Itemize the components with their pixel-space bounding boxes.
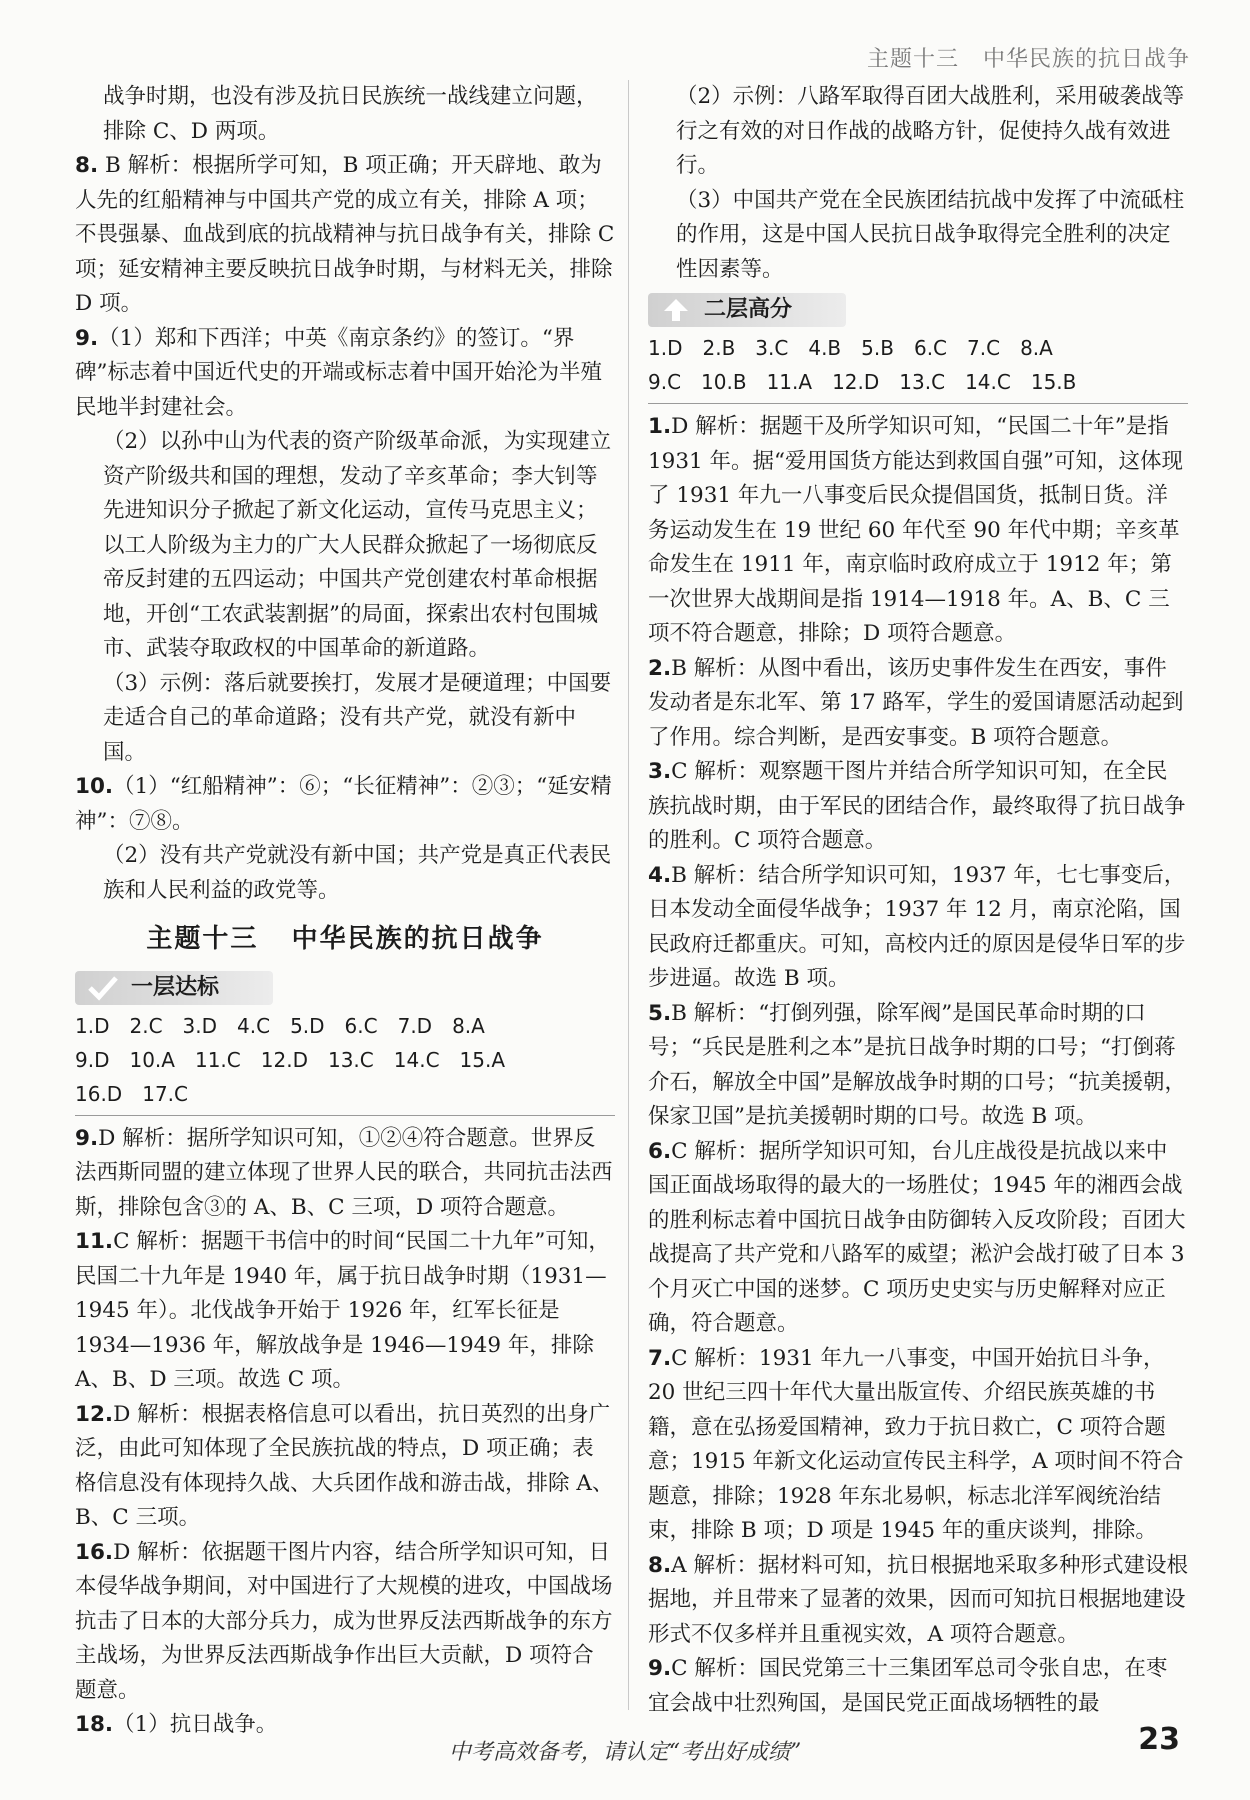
item-text: C 解析：据题干书信中的时间“民国二十九年”可知，民国二十九年是 1940 年，属于抗日战争时期（1931—1945 年）。北伐战争开始于 1926 年，红军长征是 1934—1936 年，解放战争是 1946—1949 年，排除 A、B、D 三项。故选 C 项。 xyxy=(75,1229,610,1392)
item-number: 1. xyxy=(648,414,672,439)
tier-badge-level2 xyxy=(648,293,846,327)
answer-cell: 2.C xyxy=(129,1013,163,1038)
answer-item-9-part3: （3）示例：落后就要挨打，发展才是硬道理；中国要走适合自己的革命道路；没有共产党，就没有新中国。 xyxy=(103,670,612,765)
item-text: B 解析：根据所学可知，B 项正确；开天辟地、敢为人先的红船精神与中国共产党的成立有关，排除 A 项；不畏强暴、血战到底的抗战精神与抗日战争有关，排除 C 项；延安精神主要反映抗日战争时期，与材料无关，排除 D 项。 xyxy=(75,153,615,316)
answer-row xyxy=(75,1009,615,1043)
answer-cell: 9.C xyxy=(648,370,682,394)
tier-label: 一层达标 xyxy=(131,974,220,1000)
answer-cell: 3.D xyxy=(182,1013,218,1038)
checkmark-icon xyxy=(87,975,119,1001)
answer-cell: 12.D xyxy=(260,1047,308,1072)
answer-cell: 15.B xyxy=(1030,370,1077,394)
item-text: A 解析：据材料可知，抗日根据地采取多种形式建设根据地，并且带来了显著的效果，因而可知抗日根据地建设形式不仅多样并且重视实效，A 项符合题意。 xyxy=(648,1552,1189,1647)
explanation-3 xyxy=(648,755,1188,859)
answer-item-10 xyxy=(75,770,615,839)
item-number: 3. xyxy=(648,759,672,784)
answer-cell: 17.C xyxy=(142,1081,188,1106)
item-number: 18. xyxy=(75,1712,114,1737)
item-text: （1）“红船精神”：⑥；“长征精神”：②③；“延安精神”：⑦⑧。 xyxy=(75,774,612,834)
answer-item-8 xyxy=(75,149,615,322)
answer-cell: 2.B xyxy=(702,336,736,360)
item-text: B 解析：“打倒列强，除军阀”是国民革命时期的口号；“兵民是胜利之本”是抗日战争时期的口号；“打倒蒋介石，解放全中国”是解放战争时期的口号；“抗美援朝，保家卫国”是抗美援朝时期的口号。故选 B 项。 xyxy=(648,1000,1186,1129)
item-text: （1）抗日战争。 xyxy=(113,1712,278,1737)
answer-cell: 10.B xyxy=(701,370,747,394)
answer-cell: 4.C xyxy=(237,1013,271,1038)
item-text: C 解析：观察题干图片并结合所学知识可知，在全民族抗战时期，由于军民的团结合作，最终取得了抗日战争的胜利。C 项符合题意。 xyxy=(648,759,1186,853)
answer-key-level1 xyxy=(75,1009,615,1116)
answer-cell: 7.D xyxy=(397,1013,433,1038)
answer-item-9 xyxy=(75,322,615,426)
answer-row xyxy=(75,1077,615,1111)
answer-cell: 15.A xyxy=(459,1047,506,1072)
answer-cell: 14.C xyxy=(393,1047,440,1072)
paragraph-continuation: 战争时期，也没有涉及抗日民族统一战线建立问题，排除 C、D 两项。 xyxy=(103,84,598,144)
item-text: B 解析：从图中看出，该历史事件发生在西安，事件发动者是东北军、第 17 路军，学生的爱国请愿活动起到了作用。综合判断，是西安事变。B 项符合题意。 xyxy=(648,655,1184,750)
tier-label: 二层高分 xyxy=(704,297,793,322)
answer-cell: 4.B xyxy=(808,336,842,360)
answer-cell: 9.D xyxy=(75,1047,110,1072)
item-text: D 解析：根据表格信息可以看出，抗日英烈的出身广泛，由此可知体现了全民族抗战的特点，D 项正确；表格信息没有体现持久战、大兵团作战和游击战，排除 A、B、C 三项。 xyxy=(75,1401,614,1530)
answer-item-18-part2: （2）示例：八路军取得百团大战胜利，采用破袭战等行之有效的对日作战的战略方针，促使持久战有效进行。 xyxy=(676,84,1185,178)
answer-row xyxy=(648,331,1188,365)
item-text: D 解析：据所学知识可知，①②④符合题意。世界反法西斯同盟的建立体现了世界人民的联合，共同抗击法西斯，排除包含③的 A、B、C 三项，D 项符合题意。 xyxy=(75,1125,613,1220)
item-number: 4. xyxy=(648,862,672,888)
answer-cell: 8.A xyxy=(452,1013,485,1038)
item-text: （1）郑和下西洋；中英《南京条约》的签订。“界碑”标志着中国近代史的开端或标志着中国开始沦为半殖民地半封建社会。 xyxy=(75,325,602,420)
item-number: 9. xyxy=(75,1125,99,1151)
item-number: 7. xyxy=(648,1345,672,1371)
left-column xyxy=(75,80,615,1743)
answer-cell: 3.C xyxy=(755,336,789,360)
answer-item-9-part2: （2）以孙中山为代表的资产阶级革命派，为实现建立资产阶级共和国的理想，发动了辛亥革命；李大钊等先进知识分子掀起了新文化运动，宣传马克思主义；以工人阶级为主力的广大人民群众掀起了一场彻底反帝反封建的五四运动；中国共产党创建农村革命根据地，开创“工农武装割据”的局面，探索出农村包围城市、武装夺取政权的中国革命的新道路。 xyxy=(103,429,612,661)
item-text: D 解析：据题干及所学知识可知，“民国二十年”是指 1931 年。据“爱用国货方能达到救国自强”可知，这体现了 1931 年九一八事变后民众提倡国货，抵制日货。洋务运动发生在 19 世纪 60 年代至 90 年代中期；辛亥革命发生在 1911 年，南京临时政府成立于 1912 年；第一次世界大战期间是指 1914—1918 年。A、B、C 三项不符合题意，排除；D 项符合题意。 xyxy=(648,414,1184,646)
item-number: 12. xyxy=(75,1401,114,1427)
answer-cell: 1.D xyxy=(648,336,683,360)
answer-cell: 6.C xyxy=(913,336,948,360)
explanation-4 xyxy=(648,859,1188,997)
arrow-up-icon xyxy=(660,297,692,323)
answer-cell: 11.A xyxy=(766,370,813,394)
item-number: 11. xyxy=(75,1229,114,1254)
item-number: 10. xyxy=(75,774,114,799)
item-number: 5. xyxy=(648,1000,672,1026)
answer-cell: 11.C xyxy=(194,1047,241,1072)
answer-cell: 8.A xyxy=(1020,336,1053,360)
page-number: 23 xyxy=(1138,1722,1180,1757)
running-header: 主题十三 中华民族的抗日战争 xyxy=(867,47,1190,72)
explanation-9 xyxy=(75,1122,615,1226)
answer-cell: 7.C xyxy=(967,336,1001,360)
explanation-1 xyxy=(648,410,1188,652)
item-number: 8. xyxy=(648,1552,672,1578)
item-text: C 解析：据所学知识可知，台儿庄战役是抗战以来中国正面战场取得的最大的一场胜仗；1945 年的湘西会战的胜利标志着中国抗日战争由防御转入反攻阶段；百团大战提高了共产党和八路军的威望；淞沪会战打破了日本 3 个月灭亡中国的迷梦。C 项历史史实与历史解释对应正确，符合题意。 xyxy=(648,1138,1186,1336)
answer-cell: 13.C xyxy=(899,370,946,394)
answer-key-level2 xyxy=(648,331,1188,404)
explanation-8 xyxy=(648,1549,1188,1653)
page-footer-slogan: 中考高效备考，请认定“考出好成绩” xyxy=(448,1740,802,1765)
item-number: 9. xyxy=(648,1656,672,1681)
answer-cell: 10.A xyxy=(129,1047,175,1072)
answer-cell: 1.D xyxy=(75,1013,110,1038)
explanation-16 xyxy=(75,1536,615,1709)
explanation-11 xyxy=(75,1225,615,1398)
explanation-5 xyxy=(648,997,1188,1135)
answer-cell: 5.D xyxy=(290,1013,325,1038)
answer-row xyxy=(648,365,1188,399)
explanation-7 xyxy=(648,1342,1188,1549)
answer-cell: 5.B xyxy=(861,336,894,360)
right-column xyxy=(648,80,1188,1721)
item-number: 9. xyxy=(75,325,99,351)
answer-item-10-part2: （2）没有共产党就没有新中国；共产党是真正代表民族和人民利益的政党等。 xyxy=(103,843,612,903)
answer-cell: 12.D xyxy=(832,370,880,394)
item-text: C 解析：1931 年九一八事变，中国开始抗日斗争，20 世纪三四十年代大量出版宣传、介绍民族英雄的书籍，意在弘扬爱国精神，致力于抗日救亡，C 项符合题意；1915 年新文化运动宣传民主科学，A 项时间不符合题意，排除；1928 年东北易帜，标志北洋军阀统治结束，排除 B 项；D 项是 1945 年的重庆谈判，排除。 xyxy=(648,1345,1184,1543)
explanation-6 xyxy=(648,1135,1188,1342)
column-divider xyxy=(628,80,629,1710)
item-number: 2. xyxy=(648,655,672,681)
item-number: 8. xyxy=(75,153,99,178)
item-number: 16. xyxy=(75,1539,114,1565)
item-number: 6. xyxy=(648,1138,672,1164)
answer-cell: 6.C xyxy=(344,1013,378,1038)
answer-item-18-part3: （3）中国共产党在全民族团结抗战中发挥了中流砥柱的作用，这是中国人民抗日战争取得完全胜利的决定性因素等。 xyxy=(676,187,1185,282)
explanation-2 xyxy=(648,652,1188,756)
tier-badge-level1 xyxy=(75,971,273,1005)
item-text: D 解析：依据题干图片内容，结合所学知识可知，日本侵华战争期间，对中国进行了大规模的进攻，中国战场抗击了日本的大部分兵力，成为世界反法西斯战争的东方主战场，为世界反法西斯战争作出巨大贡献，D 项符合题意。 xyxy=(75,1539,613,1703)
answer-row xyxy=(75,1043,615,1077)
item-text: B 解析：结合所学知识可知，1937 年，七七事变后，日本发动全面侵华战争；1937 年 12 月，南京沦陷，国民政府迁都重庆。可知，高校内迁的原因是侵华日军的步步进逼。故选 B 项。 xyxy=(648,862,1186,991)
explanation-12 xyxy=(75,1398,615,1536)
explanation-9 xyxy=(648,1652,1188,1721)
item-text: C 解析：国民党第三十三集团军总司令张自忠，在枣宜会战中壮烈殉国，是国民党正面战场牺牲的最 xyxy=(648,1656,1168,1716)
answer-cell: 13.C xyxy=(327,1047,374,1072)
answer-cell: 14.C xyxy=(965,370,1011,394)
section-title: 主题十三 中华民族的抗日战争 xyxy=(146,924,544,954)
answer-cell: 16.D xyxy=(75,1081,123,1106)
